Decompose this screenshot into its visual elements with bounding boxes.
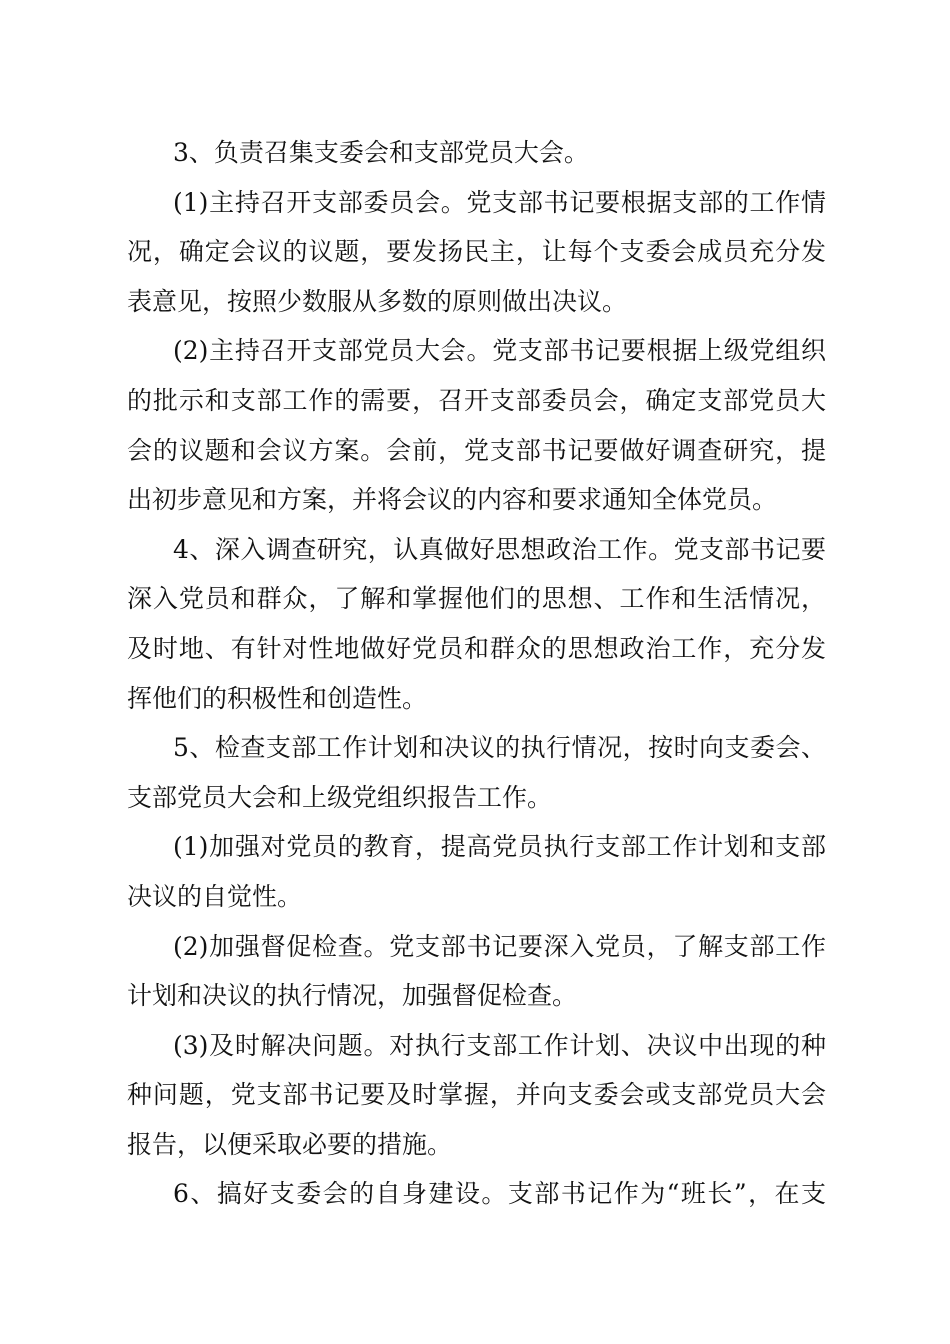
text-line: 5、检查支部工作计划和决议的执行情况，按时向支委会、 (173, 733, 826, 763)
text-line: 的批示和支部工作的需要，召开支部委员会，确定支部党员大 (127, 385, 826, 415)
paragraph (127, 1174, 826, 1224)
text-line: (1)主持召开支部委员会。党支部书记要根据支部的工作情 (173, 187, 826, 217)
text-line: 6、搞好支委会的自身建设。支部书记作为“班长”，在支 (173, 1179, 826, 1209)
text-line: 种问题，党支部书记要及时掌握，并向支委会或支部党员大会 (127, 1080, 826, 1110)
text-line: 出初步意见和方案，并将会议的内容和要求通知全体党员。 (127, 485, 778, 515)
paragraph (127, 1026, 826, 1175)
text-line: 计划和决议的执行情况，加强督促检查。 (127, 981, 578, 1011)
text-line: 会的议题和会议方案。会前，党支部书记要做好调查研究，提 (127, 435, 826, 465)
paragraph (127, 133, 826, 183)
paragraph (127, 530, 826, 728)
text-line: 挥他们的积极性和创造性。 (127, 683, 428, 713)
text-line: 况，确定会议的议题，要发扬民主，让每个支委会成员充分发 (127, 237, 826, 267)
text-line: 支部党员大会和上级党组织报告工作。 (127, 782, 553, 812)
text-line: 深入党员和群众，了解和掌握他们的思想、工作和生活情况， (127, 584, 826, 614)
text-line: 表意见，按照少数服从多数的原则做出决议。 (127, 286, 628, 316)
text-line: 报告，以便采取必要的措施。 (127, 1129, 453, 1159)
text-line: 3、负责召集支委会和支部党员大会。 (173, 138, 589, 167)
document-body (127, 133, 826, 1224)
paragraph (127, 331, 826, 529)
text-line: (2)加强督促检查。党支部书记要深入党员，了解支部工作 (173, 931, 826, 961)
text-line: 及时地、有针对性地做好党员和群众的思想政治工作，充分发 (127, 633, 826, 663)
text-line: 决议的自觉性。 (127, 881, 303, 911)
paragraph (127, 927, 826, 1026)
text-line: (2)主持召开支部党员大会。党支部书记要根据上级党组织 (173, 336, 826, 366)
paragraph (127, 728, 826, 827)
text-line: 4、深入调查研究，认真做好思想政治工作。党支部书记要 (173, 534, 826, 564)
paragraph (127, 827, 826, 926)
paragraph (127, 183, 826, 332)
text-line: (1)加强对党员的教育，提高党员执行支部工作计划和支部 (173, 832, 826, 862)
text-line: (3)及时解决问题。对执行支部工作计划、决议中出现的种 (173, 1030, 826, 1060)
